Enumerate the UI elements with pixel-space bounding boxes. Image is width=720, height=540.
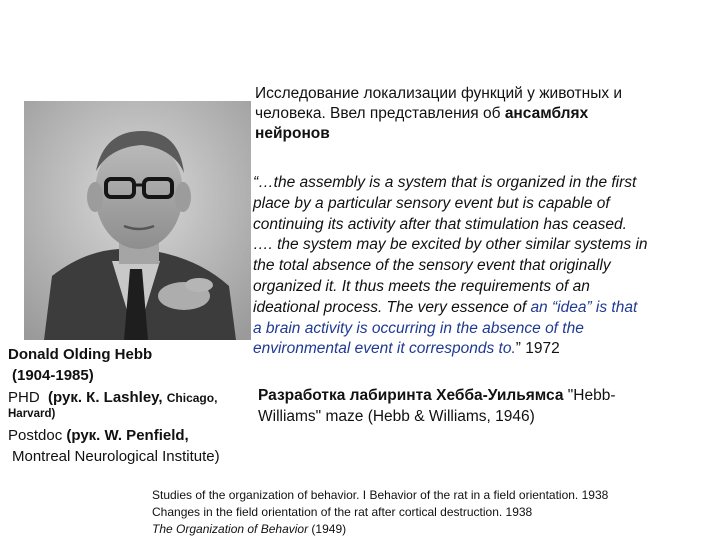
institute-name: Montreal Neurological Institute) [12,448,220,465]
postdoc-label: Postdoc [8,427,63,444]
book-year: (1949) [308,522,347,536]
quote-line-text: ideational process. The very essence of [253,298,531,316]
research-description [255,84,705,144]
quote-highlight: environmental event it corresponds to. [253,340,516,358]
maze-line-1-rest: "Hebb- [563,387,616,404]
portrait-photo [24,101,251,340]
maze-line-2: Williams" maze (Hebb & Williams, 1946) [258,407,535,425]
description-line-3-bold: нейронов [255,125,330,142]
quote-line: …. the system may be excited by other similar systems in [253,236,648,254]
quote-highlight: an “idea” is that [530,298,638,316]
phd-place: Chicago, [166,391,218,405]
quote-year: ” 1972 [515,340,560,358]
description-line-2-text: человека. Ввел представления об [255,105,505,122]
scientist-name: Donald Olding Hebb [8,346,153,363]
phd-place-2: Harvard) [8,408,56,420]
quote-line [253,298,715,319]
description-line-2 [255,104,705,124]
reference-3 [152,521,608,538]
quote-line [253,339,715,360]
description-line-2-bold: ансамблях [504,105,589,122]
hebb-quote [253,173,715,360]
quote-line: organized it. It thus meets the requirements of an [253,277,590,295]
phd-line [8,387,217,409]
postdoc-line [8,425,189,446]
description-line-1: Исследование локализации функций у животных и [255,85,623,102]
maze-title: Разработка лабиринта Хебба-Уильямса [258,387,564,404]
postdoc-advisor: (рук. W. Penfield, [66,427,189,444]
quote-line: “…the assembly is a system that is organized in the first [253,174,637,191]
reference-2: Changes in the field orientation of the rat after cortical destruction. 1938 [152,505,533,519]
quote-line: place by a particular sensory event but is capable of [253,194,610,212]
quote-line: the total absence of the sensory event that originally [253,257,611,275]
life-years: (1904-1985) [12,367,94,384]
description-line-3 [255,124,705,144]
quote-line: continuing its activity after that stimulation has ceased. [253,215,627,233]
quote-line-highlight: a brain activity is occurring in the absence of the [253,319,584,337]
maze-description [258,386,708,428]
maze-line-1 [258,386,708,407]
book-title: The Organization of Behavior [152,522,309,536]
reference-1: Studies of the organization of behavior. I Behavior of the rat in a field orientation. 1938 [152,488,609,502]
references [152,487,608,538]
phd-advisor: (рук. К. Lashley, [48,389,163,406]
phd-label: PHD [8,389,40,406]
